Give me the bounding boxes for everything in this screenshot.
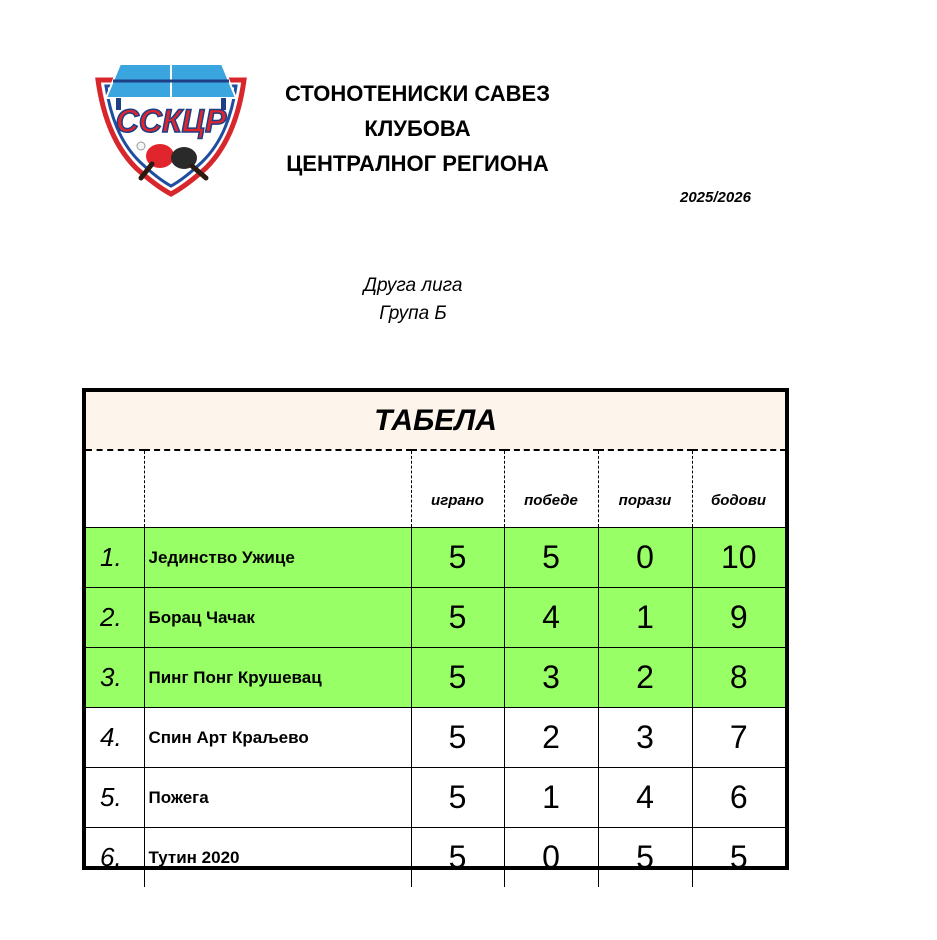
group-name: Група Б (379, 303, 447, 324)
league-info (308, 272, 518, 328)
table-row (86, 708, 785, 768)
losses-cell: 0 (598, 528, 692, 588)
played-cell: 5 (411, 708, 504, 768)
points-cell: 5 (692, 828, 785, 888)
losses-cell: 5 (598, 828, 692, 888)
standings-table (82, 388, 789, 875)
header-points: бодови (692, 450, 785, 528)
played-cell: 5 (411, 528, 504, 588)
header-rank (86, 450, 144, 528)
logo-text: ССКЦР (115, 103, 227, 139)
org-line-3: ЦЕНТРАЛНОГ РЕГИОНА (286, 151, 549, 176)
losses-cell: 4 (598, 768, 692, 828)
played-cell: 5 (411, 768, 504, 828)
org-line-2: КЛУБОВА (364, 116, 471, 141)
losses-cell: 2 (598, 648, 692, 708)
losses-cell: 1 (598, 588, 692, 648)
rank-cell: 4. (86, 708, 144, 768)
table-row (86, 768, 785, 828)
wins-cell: 2 (504, 708, 598, 768)
team-cell: Спин Арт Краљево (144, 708, 411, 768)
points-cell: 9 (692, 588, 785, 648)
rank-cell: 3. (86, 648, 144, 708)
season-label: 2025/2026 (680, 189, 751, 206)
wins-cell: 1 (504, 768, 598, 828)
points-cell: 8 (692, 648, 785, 708)
played-cell: 5 (411, 588, 504, 648)
team-cell: Пожега (144, 768, 411, 828)
table-row (86, 828, 785, 888)
rank-cell: 5. (86, 768, 144, 828)
wins-cell: 5 (504, 528, 598, 588)
team-cell: Пинг Понг Крушевац (144, 648, 411, 708)
header-losses: порази (598, 450, 692, 528)
header-played: играно (411, 450, 504, 528)
points-cell: 6 (692, 768, 785, 828)
wins-cell: 0 (504, 828, 598, 888)
played-cell: 5 (411, 648, 504, 708)
org-line-1: СТОНОТЕНИСКИ САВЕЗ (285, 81, 550, 106)
rank-cell: 1. (86, 528, 144, 588)
team-cell: Тутин 2020 (144, 828, 411, 888)
federation-logo (86, 58, 256, 198)
team-cell: Јединство Ужице (144, 528, 411, 588)
rank-cell: 6. (86, 828, 144, 888)
header-wins: победе (504, 450, 598, 528)
losses-cell: 3 (598, 708, 692, 768)
table-row (86, 528, 785, 588)
table-row (86, 648, 785, 708)
team-cell: Борац Чачак (144, 588, 411, 648)
played-cell: 5 (411, 828, 504, 888)
table-header-row (86, 450, 785, 528)
header-team (144, 450, 411, 528)
rank-cell: 2. (86, 588, 144, 648)
points-cell: 7 (692, 708, 785, 768)
wins-cell: 3 (504, 648, 598, 708)
table-row (86, 588, 785, 648)
league-name: Друга лига (363, 275, 463, 296)
wins-cell: 4 (504, 588, 598, 648)
organization-name (250, 76, 585, 181)
table-title: ТАБЕЛА (86, 392, 785, 450)
points-cell: 10 (692, 528, 785, 588)
